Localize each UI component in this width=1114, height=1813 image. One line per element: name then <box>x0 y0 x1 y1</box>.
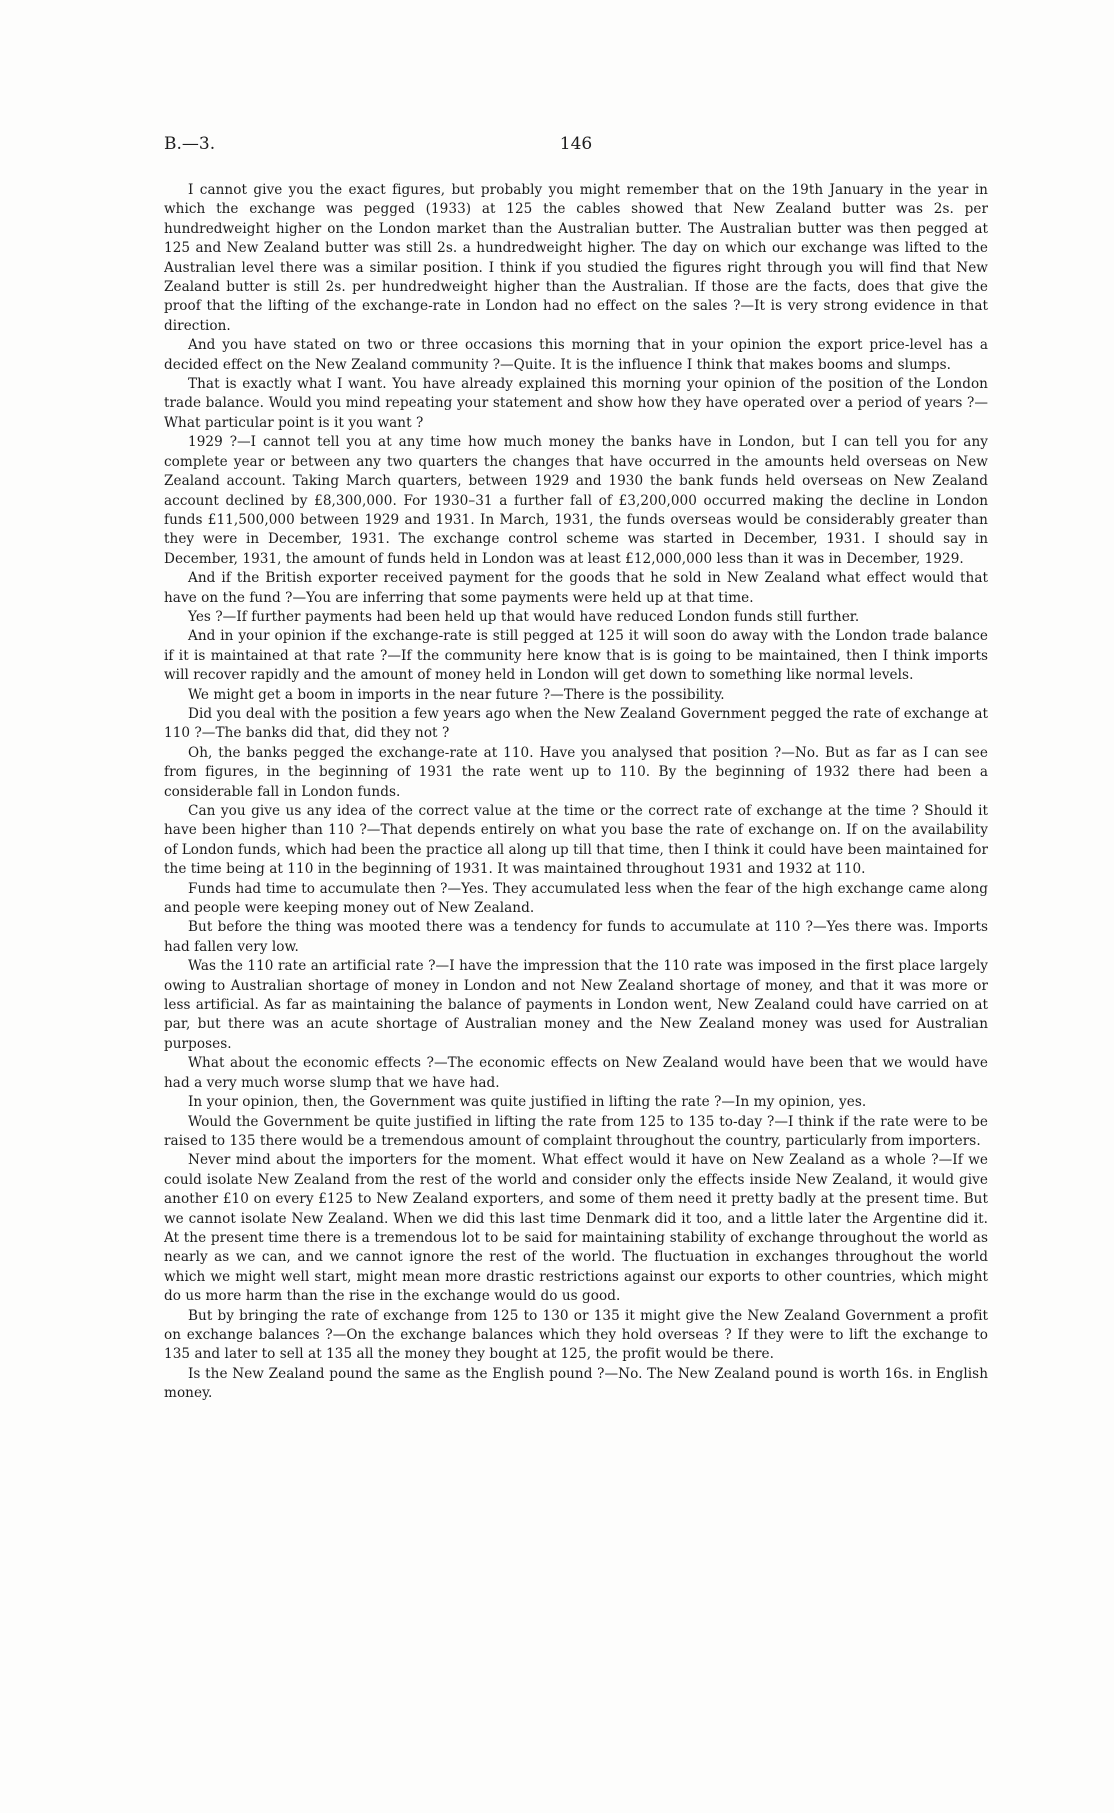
paragraph: And if the British exporter received payment for the goods that he sold in New Zealand what effect would that have on the fund ?—You are inferring that some payments were held up at that time. <box>164 570 988 606</box>
paragraph: I cannot give you the exact figures, but probably you might remember that on the 19th January in the year in which the exchange was pegged (1933) at 125 the cables showed that New Zealand butter was 2s. per hundredweight higher on the London market than the Australian butter. The Australian butter was then pegged at 125 and New Zealand butter was still 2s. a hundredweight higher. The day on which our exchange was lifted to the Australian level there was a similar position. I think if you studied the figures right through you will find that New Zealand butter is still 2s. per hundredweight higher than the Australian. If those are the facts, does that give the proof that the lifting of the exchange-rate in London had no effect on the sales ?—It is very strong evidence in that direction. <box>164 182 988 334</box>
paragraph: Was the 110 rate an artificial rate ?—I have the impression that the 110 rate was imposed in the first place largely owing to Australian shortage of money in London and not New Zealand shortage of money, and that it was more or less artificial. As far as maintaining the balance of payments in London went, New Zealand could have carried on at par, but there was an acute shortage of Australian money and the New Zealand money was used for Australian purposes. <box>164 958 988 1052</box>
paragraph: Can you give us any idea of the correct value at the time or the correct rate of exchange at the time ? Should it have been higher than 110 ?—That depends entirely on what you base the rate of exchange on. If on the availability of London funds, which had been the practice all along up till that time, then I think it could have been maintained for the time being at 110 in the beginning of 1931. It was maintained throughout 1931 and 1932 at 110. <box>164 803 988 878</box>
paragraph: Did you deal with the position a few years ago when the New Zealand Government pegged the rate of exchange at 110 ?—The banks did that, did they not ? <box>164 705 988 742</box>
paragraph: And you have stated on two or three occasions this morning that in your opinion the export price-level has a decided effect on the New Zealand community ?—Quite. It is the influence I think that makes booms and slumps. <box>164 337 988 373</box>
paragraph: Yes ?—If further payments had been held up that would have reduced London funds still further. <box>188 608 860 625</box>
paragraph: 1929 ?—I cannot tell you at any time how much money the banks have in London, but I can tell you for any complete year or between any two quarters the changes that have occurred in the amounts held overseas on New Zealand account. Taking March quarters, between 1929 and 1930 the bank funds held overseas on New Zealand account declined by £8,300,000. For 1930–31 a further fall of £3,200,000 occurred making the decline in London funds £11,500,000 between 1929 and 1931. In March, 1931, the funds overseas would be considerably greater than they were in December, 1931. The exchange control scheme was started in December, 1931. I should say in December, 1931, the amount of funds held in London was at least £12,000,000 less than it was in December, 1929. <box>164 434 988 567</box>
paragraph: We might get a boom in imports in the near future ?—There is the possibility. <box>188 686 725 703</box>
paragraph: That is exactly what I want. You have already explained this morning your opinion of the position of the London trade balance. Would you mind repeating your statement and show how they have operated over a period of years ?—What particular point is it you want ? <box>164 376 988 431</box>
paragraph: Would the Government be quite justified in lifting the rate from 125 to 135 to-day ?—I think if the rate were to be raised to 135 there would be a tremendous amount of complaint throughout the country, particularly from importers. <box>164 1113 988 1149</box>
paragraph: In your opinion, then, the Government was quite justified in lifting the rate ?—In my opinion, yes. <box>188 1094 867 1111</box>
paragraph: Is the New Zealand pound the same as the English pound ?—No. The New Zealand pound is worth 16s. in English money. <box>164 1365 988 1402</box>
paragraph: But before the thing was mooted there was a tendency for funds to accumulate at 110 ?—Yes there was. Imports had fallen very low. <box>164 919 988 955</box>
document-reference: B.—3. <box>164 134 216 154</box>
paragraph: Oh, the banks pegged the exchange-rate at 110. Have you analysed that position ?—No. But as far as I can see from figures, in the beginning of 1931 the rate went up to 110. By the beginning of 1932 there had been a considerable fall in London funds. <box>164 744 988 800</box>
body-text <box>164 181 988 1404</box>
paragraph: Never mind about the importers for the moment. What effect would it have on New Zealand as a whole ?—If we could isolate New Zealand from the rest of the world and consider only the effects inside New Zealand, it would give another £10 on every £125 to New Zealand exporters, and some of them need it pretty badly at the present time. But we cannot isolate New Zealand. When we did this last time Denmark did it too, and a little later the Argentine did it. At the present time there is a tremendous lot to be said for maintaining stability of exchange throughout the world as nearly as we can, and we cannot ignore the rest of the world. The fluctuation in exchanges throughout the world which we might well start, might mean more drastic restrictions against our exports to other countries, which might do us more harm than the rise in the exchange would do us good. <box>164 1152 988 1305</box>
page-number: 146 <box>559 134 593 154</box>
paragraph: But by bringing the rate of exchange from 125 to 130 or 135 it might give the New Zealand Government a profit on exchange balances ?—On the exchange balances which they hold overseas ? If they were to lift the exchange to 135 and later to sell at 135 all the money they bought at 125, the profit would be there. <box>164 1307 988 1363</box>
paragraph: And in your opinion if the exchange-rate is still pegged at 125 it will soon do away with the London trade balance if it is maintained at that rate ?—If the community here know that is is going to be maintained, then I think imports will recover rapidly and the amount of money held in London will get down to something like normal levels. <box>164 628 988 684</box>
page-header <box>164 134 988 160</box>
paragraph: Funds had time to accumulate then ?—Yes. They accumulated less when the fear of the high exchange came along and people were keeping money out of New Zealand. <box>164 880 988 917</box>
paragraph: What about the economic effects ?—The economic effects on New Zealand would have been that we would have had a very much worse slump that we have had. <box>164 1055 988 1091</box>
